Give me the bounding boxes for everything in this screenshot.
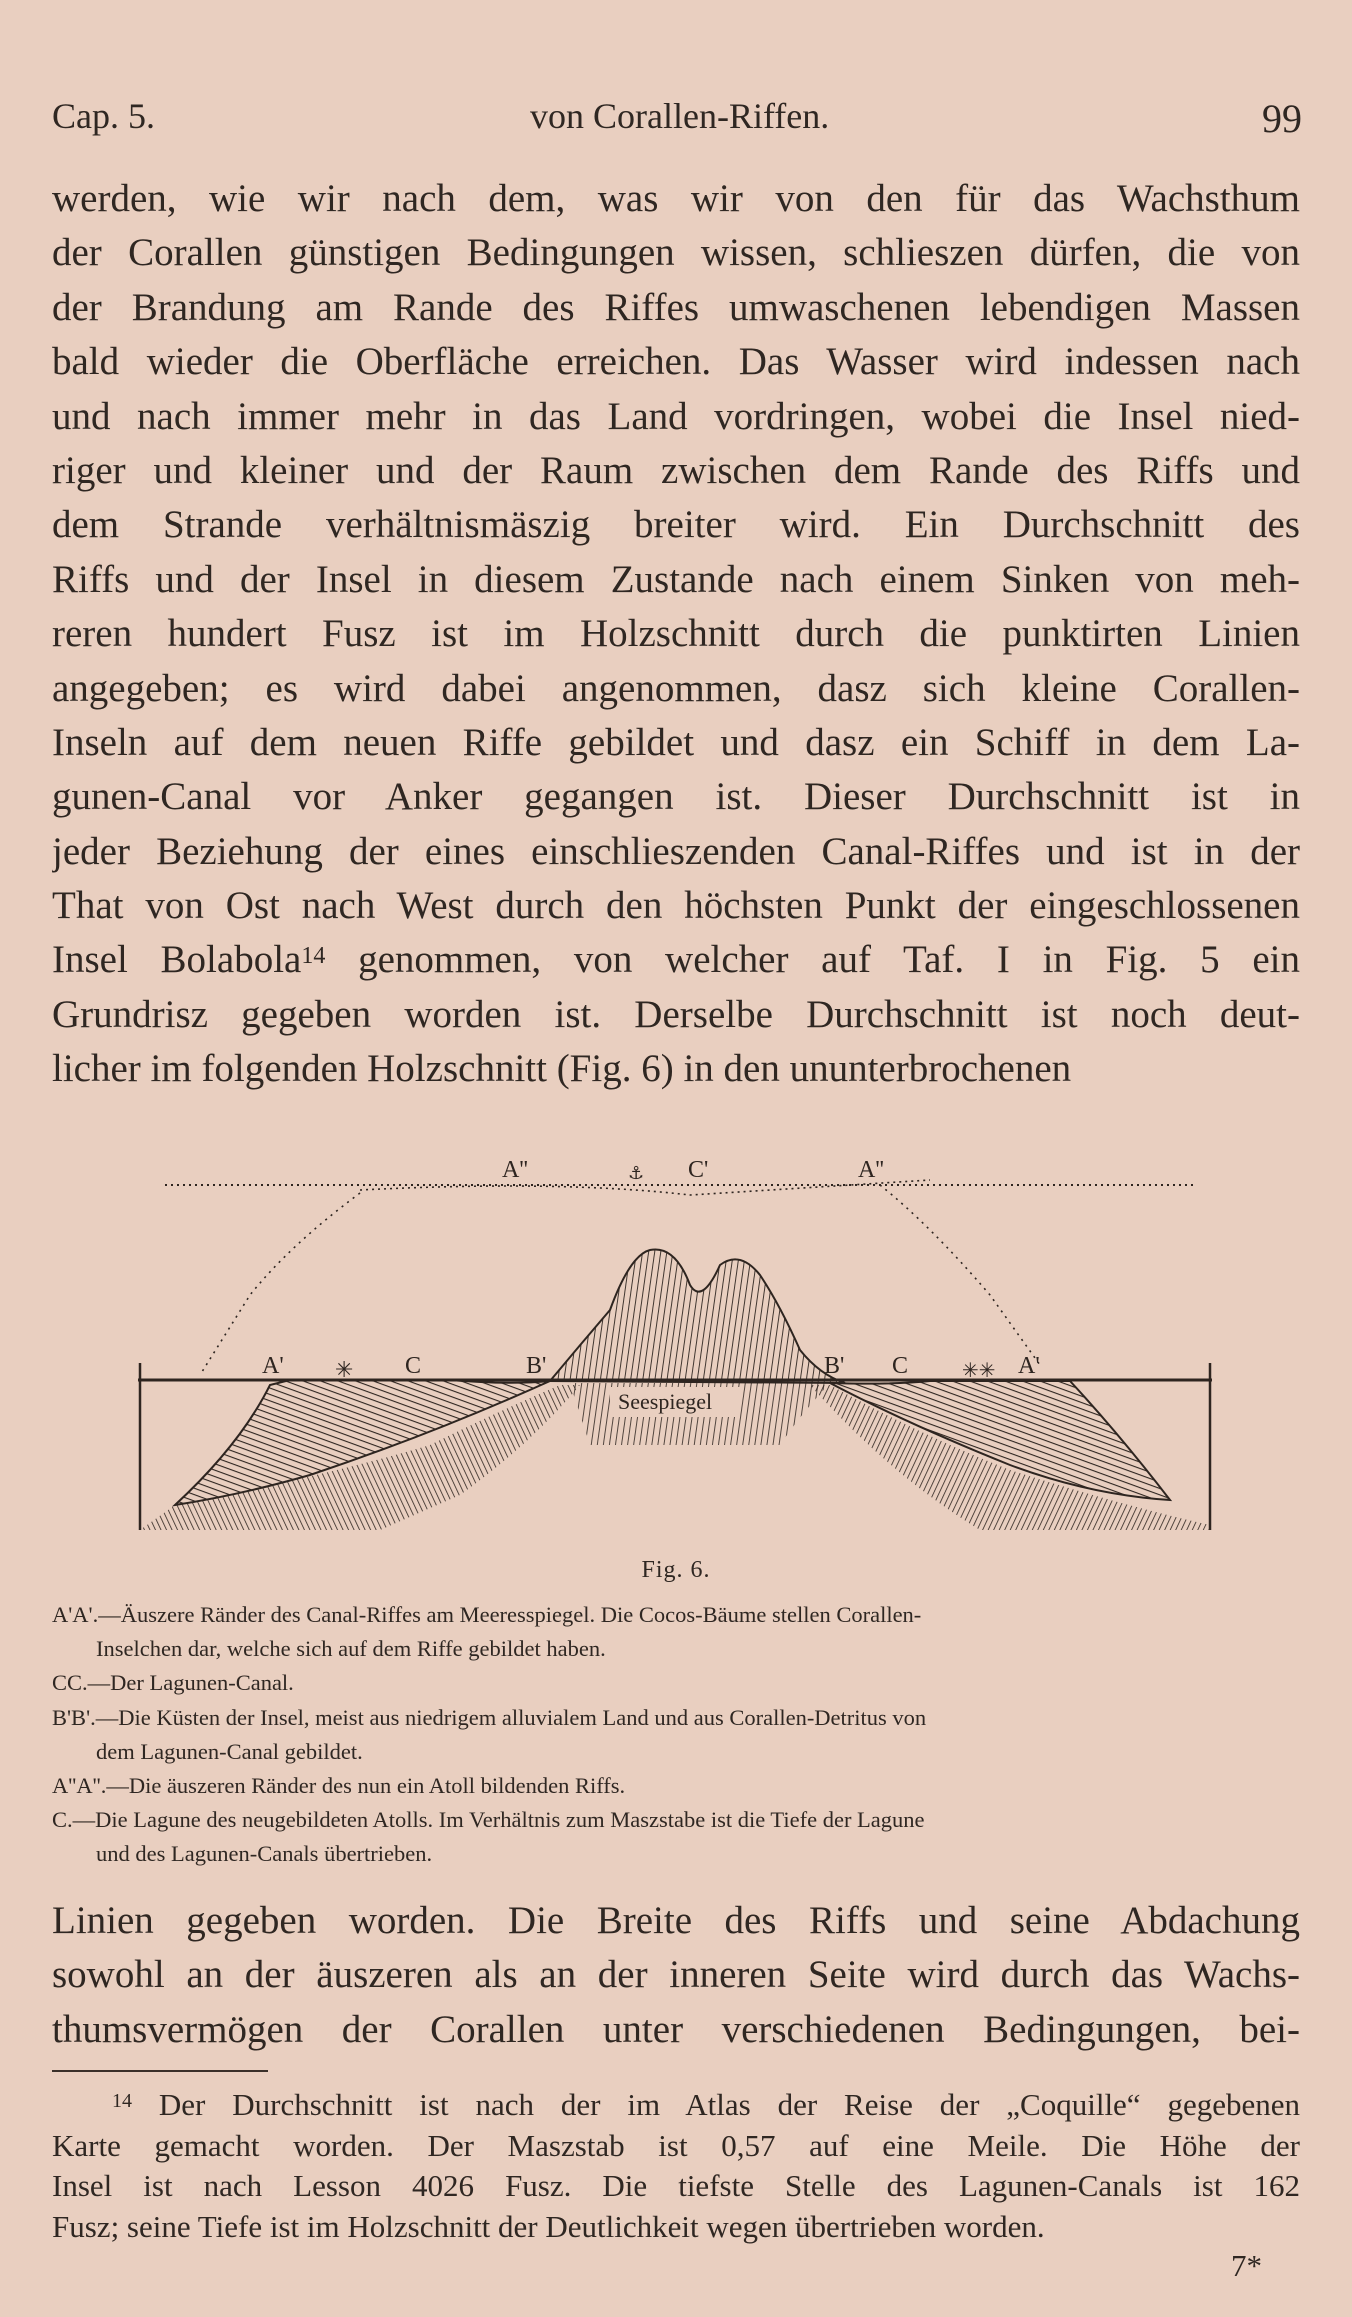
text-line: der Corallen günstigen Bedingungen wissen, schlieszen dürfen, die von bbox=[52, 231, 1300, 275]
text-line: dem Strande verhältnismäszig breiter wird. Ein Durchschnitt des bbox=[52, 503, 1300, 547]
running-title: von Corallen-Riffen. bbox=[530, 96, 830, 136]
text-line: Inseln auf dem neuen Riffe gebildet und dasz ein Schiff in dem La- bbox=[52, 720, 1300, 764]
text-line: Grundrisz gegeben worden ist. Derselbe Durchschnitt ist noch deut- bbox=[52, 992, 1300, 1036]
text-line-with-footnote-ref bbox=[52, 933, 1300, 987]
text-line: riger und kleiner und der Raum zwischen dem Rande des Riffs und bbox=[52, 448, 1300, 492]
reef-cross-section-figure bbox=[130, 1145, 1230, 1545]
chapter-label: Cap. 5. bbox=[52, 96, 155, 136]
text-line: gunen-Canal vor Anker gegangen ist. Dieser Durchschnitt ist in bbox=[52, 775, 1300, 819]
text-line: bald wieder die Oberfläche erreichen. Das Wasser wird indessen nach bbox=[52, 340, 1300, 384]
page-number: 99 bbox=[1262, 96, 1302, 141]
label-b-right: B' bbox=[824, 1353, 845, 1379]
caption-text: A'A'.—Äuszere Ränder des Canal-Riffes am Meeresspiegel. Die Cocos-Bäume stellen Corallen- bbox=[52, 1602, 922, 1627]
palm-tree-icon: ✳ bbox=[335, 1358, 354, 1383]
text-line: reren hundert Fusz ist im Holzschnitt durch die punktirten Linien bbox=[52, 612, 1300, 656]
footnote-reference[interactable]: 14 bbox=[301, 943, 326, 970]
caption-text: CC.—Der Lagunen-Canal. bbox=[52, 1670, 294, 1696]
text-fragment: Insel Bolabola bbox=[52, 938, 302, 982]
text-line: der Brandung am Rande des Riffes umwaschenen lebendigen Massen bbox=[52, 285, 1300, 329]
signature-mark: 7* bbox=[1231, 2248, 1262, 2283]
label-b-left: B' bbox=[526, 1353, 547, 1379]
paragraph-2 bbox=[52, 1894, 1300, 2057]
footnote-line: Insel ist nach Lesson 4026 Fusz. Die tiefste Stelle des Lagunen-Canals ist 162 bbox=[52, 2168, 1300, 2203]
text-line: jeder Beziehung der eines einschlieszenden Canal-Riffes und ist in der bbox=[52, 829, 1300, 873]
text-line: thumsvermögen der Corallen unter verschiedenen Bedingungen, bei- bbox=[52, 2007, 1300, 2051]
text-line: sowohl an der äuszeren als an der inneren Seite wird durch das Wachs- bbox=[52, 1953, 1300, 1997]
footnote-line: Fusz; seine Tiefe ist im Holzschnitt der Deutlichkeit wegen übertrieben worden. bbox=[52, 2208, 1045, 2244]
lagoon-dotted-curve bbox=[360, 1180, 930, 1195]
caption-entry bbox=[52, 1666, 1302, 1700]
label-a-right: A' bbox=[1018, 1353, 1040, 1379]
footnote-divider bbox=[52, 2070, 268, 2072]
text-line: Riffs und der Insel in diesem Zustande nach einem Sinken von meh- bbox=[52, 557, 1300, 601]
footnote-text: Der Durchschnitt ist nach der im Atlas der Reise der „Coquille“ gegebenen bbox=[132, 2087, 1300, 2122]
caption-entry bbox=[52, 1803, 1302, 1871]
text-line: werden, wie wir nach dem, was wir von den für das Wachsthum bbox=[52, 177, 1300, 220]
label-c-right: C bbox=[892, 1353, 909, 1379]
central-island bbox=[550, 1249, 845, 1383]
caption-entry bbox=[52, 1701, 1302, 1769]
figure-label: Fig. 6. bbox=[641, 1557, 711, 1583]
figure-caption bbox=[52, 1598, 1302, 1872]
text-line: Linien gegeben worden. Die Breite des Riffs und seine Abdachung bbox=[52, 1899, 1300, 1942]
caption-continuation: Inselchen dar, welche sich auf dem Riffe gebildet haben. bbox=[96, 1636, 606, 1662]
caption-continuation: dem Lagunen-Canal gebildet. bbox=[96, 1738, 363, 1764]
footnote-line bbox=[52, 2085, 1300, 2126]
text-line: licher im folgenden Holzschnitt (Fig. 6) in den ununterbrochenen bbox=[52, 1047, 1072, 1091]
paragraph-1 bbox=[52, 172, 1300, 1097]
text-line: und nach immer mehr in das Land vordringen, wobei die Insel nied- bbox=[52, 394, 1300, 438]
label-sea-level: Seespiegel bbox=[618, 1389, 713, 1414]
palm-trees-icon: ✳✳ bbox=[962, 1358, 996, 1382]
caption-text: A''A''.—Die äuszeren Ränder des nun ein Atoll bildenden Riffs. bbox=[52, 1773, 626, 1799]
right-dotted-slope bbox=[880, 1185, 1040, 1365]
label-a-double-right: A'' bbox=[858, 1157, 884, 1183]
label-a-double-left: A'' bbox=[502, 1157, 528, 1183]
label-a-left: A' bbox=[262, 1353, 284, 1379]
left-dotted-slope bbox=[200, 1193, 360, 1375]
footnote-line: Karte gemacht worden. Der Maszstab ist 0,57 auf eine Meile. Die Höhe der bbox=[52, 2127, 1300, 2163]
text-fragment: genommen, von welcher auf Taf. I in Fig. 5 ein bbox=[325, 938, 1300, 982]
running-header bbox=[52, 95, 1302, 145]
text-line: angegeben; es wird dabei angenommen, dasz sich kleine Corallen- bbox=[52, 666, 1300, 710]
caption-continuation: und des Lagunen-Canals übertrieben. bbox=[96, 1841, 433, 1867]
caption-entry bbox=[52, 1598, 1302, 1666]
footnote-marker: 14 bbox=[112, 2090, 132, 2112]
footnote bbox=[52, 2085, 1300, 2247]
caption-entry bbox=[52, 1769, 1302, 1803]
text-line: That von Ost nach West durch den höchsten Punkt der eingeschlossenen bbox=[52, 884, 1300, 928]
caption-text: C.—Die Lagune des neugebildeten Atolls. Im Verhältnis zum Maszstabe ist die Tiefe der Lagune bbox=[52, 1807, 925, 1833]
ship-icon: ⚓ bbox=[628, 1163, 645, 1184]
caption-text: B'B'.—Die Küsten der Insel, meist aus niedrigem alluvialem Land und aus Corallen-Detritus von bbox=[52, 1704, 927, 1730]
label-c-left: C bbox=[405, 1353, 422, 1379]
label-c-prime: C' bbox=[688, 1157, 709, 1183]
